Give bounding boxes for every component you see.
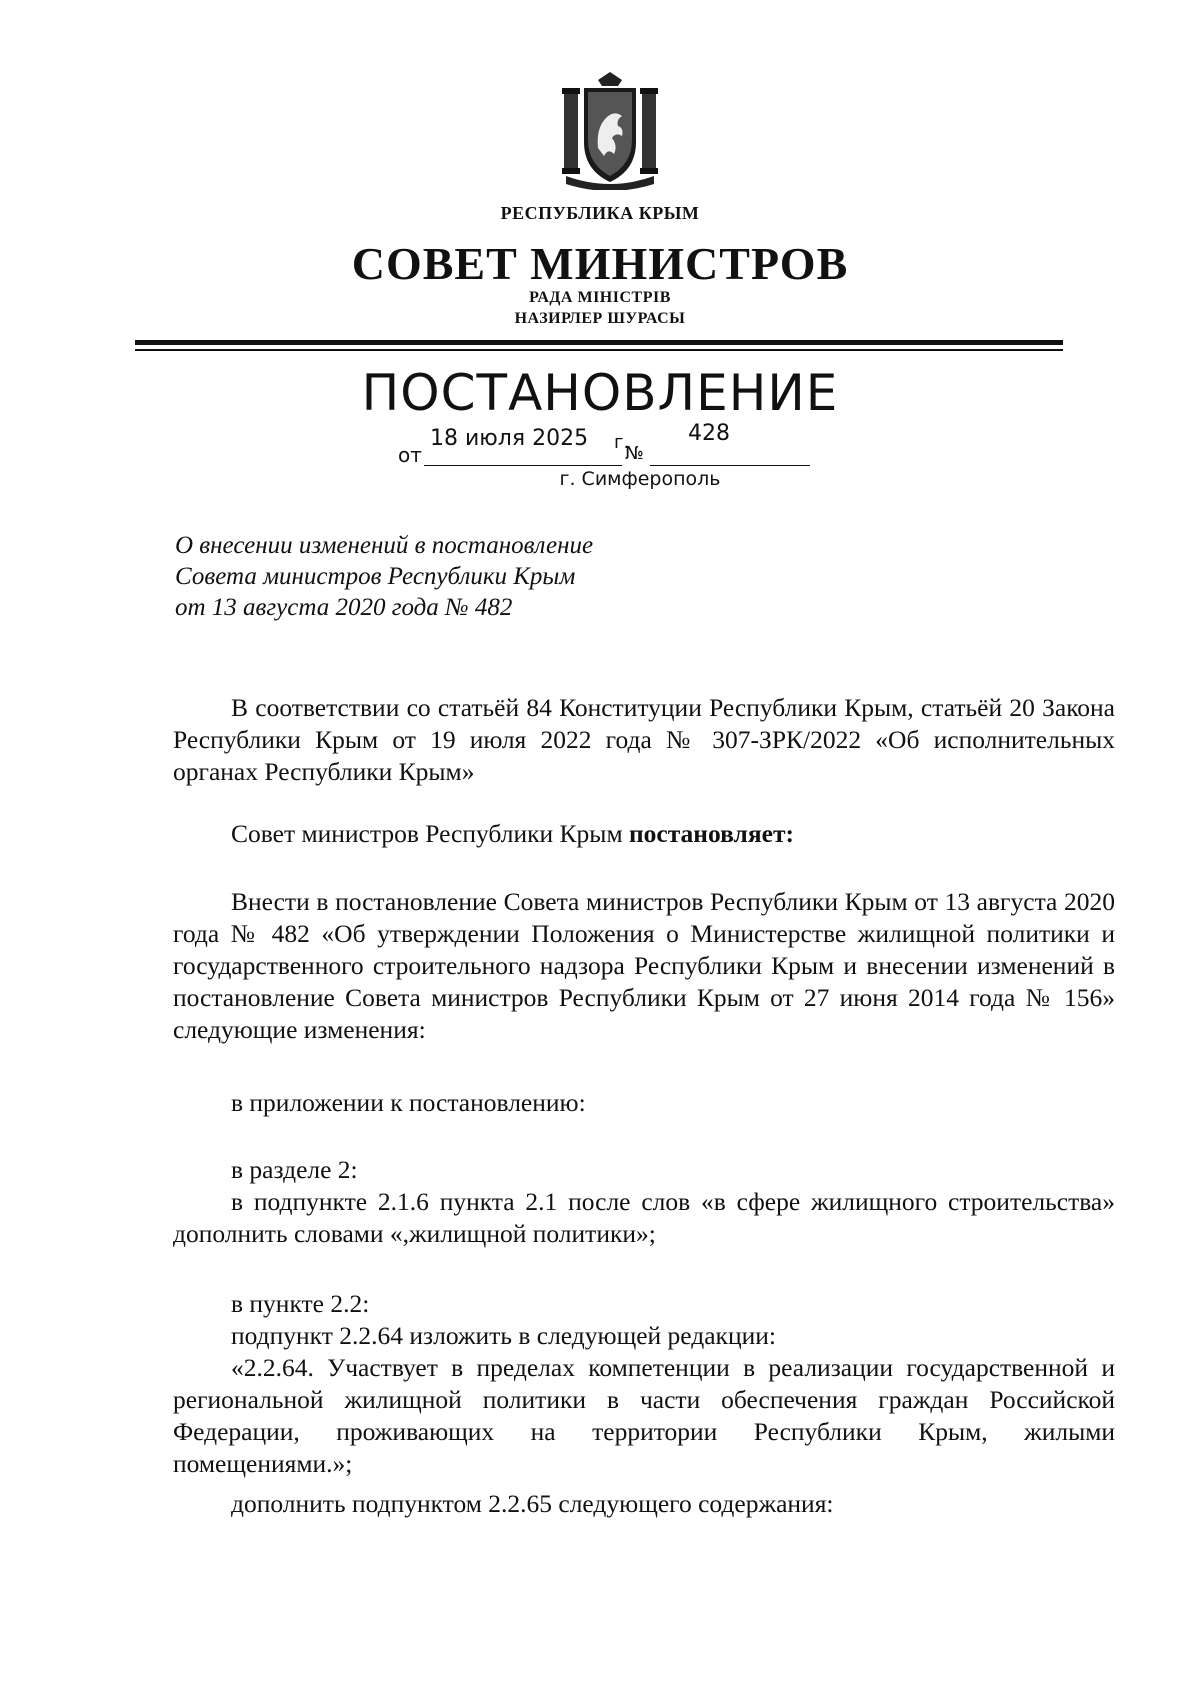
paragraph-text: дополнить подпунктом 2.2.65 следующего содержания: <box>231 1489 834 1518</box>
body-paragraph-item-2-2 <box>173 1288 1115 1480</box>
body-paragraph-legal-basis <box>173 692 1115 788</box>
header-divider-thick <box>135 340 1063 345</box>
paragraph-text: В соответствии со статьёй 84 Конституции Республики Крым, статьёй 20 Закона Республики Крым от 19 июля 2022 года № 307-ЗРК/2022 «Об исполнительных органах Республики Крым» <box>173 693 1115 786</box>
council-name-ukrainian: РАДА МІНІСТРІВ <box>529 289 671 306</box>
paragraph-text: подпункт 2.2.64 изложить в следующей редакции: <box>231 1321 776 1350</box>
document-title-line-1: О внесении изменений в постановление <box>175 532 594 559</box>
paragraph-text: Совет министров Республики Крым <box>231 819 629 848</box>
body-paragraph-appendix <box>173 1087 1115 1119</box>
number-underline <box>650 465 810 466</box>
document-type: ПОСТАНОВЛЕНИЕ <box>361 364 839 422</box>
date-underline <box>424 465 622 466</box>
year-suffix: г. <box>614 432 630 453</box>
resolves-keyword: постановляет: <box>628 819 794 848</box>
paragraph-text: в приложении к постановлению: <box>231 1088 586 1117</box>
paragraph-text: в подпункте 2.1.6 пункта 2.1 после слов «в сфере жилищного строительства» дополнить словами «,жилищной политики»; <box>173 1187 1115 1248</box>
number-label: № <box>625 443 644 464</box>
paragraph-text: в разделе 2: <box>231 1155 358 1184</box>
paragraph-text: «2.2.64. Участвует в пределах компетенции в реализации государственной и региональной жилищной политики в части обеспечения граждан Российской Федерации, проживающих на территории Республики Крым, жилыми помещениями.»; <box>173 1353 1115 1478</box>
council-name: СОВЕТ МИНИСТРОВ <box>351 238 849 289</box>
date-prefix-label: от <box>398 443 422 467</box>
republic-name: РЕСПУБЛИКА КРЫМ <box>500 203 700 223</box>
body-paragraph-amendment <box>173 886 1115 1046</box>
document-title-line-2: Совета министров Республики Крым <box>175 563 576 590</box>
document-date: 18 июля 2025 <box>430 426 589 451</box>
body-paragraph-supplement <box>173 1488 1115 1520</box>
city: г. Симферополь <box>559 468 721 490</box>
document-title-line-3: от 13 августа 2020 года № 482 <box>175 594 513 621</box>
crimea-coat-of-arms-icon <box>558 70 662 190</box>
header-divider-thin <box>135 349 1063 351</box>
document-number: 428 <box>688 421 730 446</box>
body-paragraph-resolves <box>173 818 1115 850</box>
council-name-crimean-tatar: НАЗИРЛЕР ШУРАСЫ <box>514 310 686 327</box>
paragraph-text: Внести в постановление Совета министров Республики Крым от 13 августа 2020 года № 482 «Об утверждении Положения о Министерстве жилищной политики и государственного строительного надзора Республики Крым и внесении изменений в постановление Совета министров Республики Крым от 27 июня 2014 года № 156» следующие изменения: <box>173 887 1115 1044</box>
paragraph-text: в пункте 2.2: <box>231 1289 370 1318</box>
body-paragraph-section <box>173 1154 1115 1250</box>
